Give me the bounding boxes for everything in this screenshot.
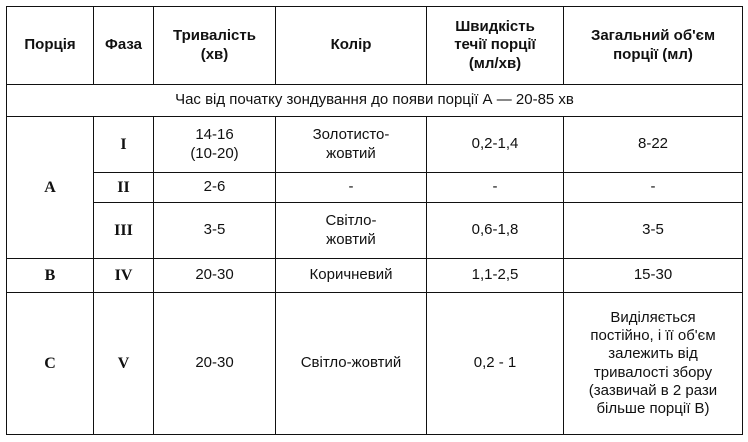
color-cell: - — [276, 173, 427, 203]
phase-cell: IV — [94, 259, 154, 293]
volume-cell: Виділяється постійно, і її об'єм залежить від тривалості збору (зазвичай в 2 рази більше порції В) — [564, 293, 743, 435]
portion-cell: C — [7, 293, 94, 435]
volume-cell: 15-30 — [564, 259, 743, 293]
header-phase: Фаза — [94, 7, 154, 85]
header-speed: Швидкість течії порції (мл/хв) — [427, 7, 564, 85]
duration-cell: 14-16 (10-20) — [154, 117, 276, 173]
table-row — [7, 259, 743, 293]
color-cell: Коричневий — [276, 259, 427, 293]
speed-cell: 1,1-2,5 — [427, 259, 564, 293]
span-row — [7, 85, 743, 117]
duration-cell: 3-5 — [154, 203, 276, 259]
duration-cell: 2-6 — [154, 173, 276, 203]
header-color: Колір — [276, 7, 427, 85]
speed-cell: - — [427, 173, 564, 203]
color-cell: Світло-жовтий — [276, 293, 427, 435]
header-duration: Тривалість (хв) — [154, 7, 276, 85]
portions-table — [6, 6, 743, 435]
volume-cell: 3-5 — [564, 203, 743, 259]
table-row — [7, 173, 743, 203]
table-row — [7, 203, 743, 259]
portion-cell: A — [7, 117, 94, 259]
table-row — [7, 117, 743, 173]
header-row — [7, 7, 743, 85]
header-volume: Загальний об'єм порції (мл) — [564, 7, 743, 85]
phase-cell: I — [94, 117, 154, 173]
header-portion: Порція — [7, 7, 94, 85]
phase-cell: II — [94, 173, 154, 203]
duration-cell: 20-30 — [154, 293, 276, 435]
volume-cell: 8-22 — [564, 117, 743, 173]
phase-cell: III — [94, 203, 154, 259]
span-row-text: Час від початку зондування до появи порції А — 20-85 хв — [7, 85, 743, 117]
color-cell: Золотисто- жовтий — [276, 117, 427, 173]
speed-cell: 0,6-1,8 — [427, 203, 564, 259]
speed-cell: 0,2 - 1 — [427, 293, 564, 435]
portion-cell: B — [7, 259, 94, 293]
volume-cell: - — [564, 173, 743, 203]
color-cell: Світло- жовтий — [276, 203, 427, 259]
phase-cell: V — [94, 293, 154, 435]
speed-cell: 0,2-1,4 — [427, 117, 564, 173]
table-row — [7, 293, 743, 435]
duration-cell: 20-30 — [154, 259, 276, 293]
